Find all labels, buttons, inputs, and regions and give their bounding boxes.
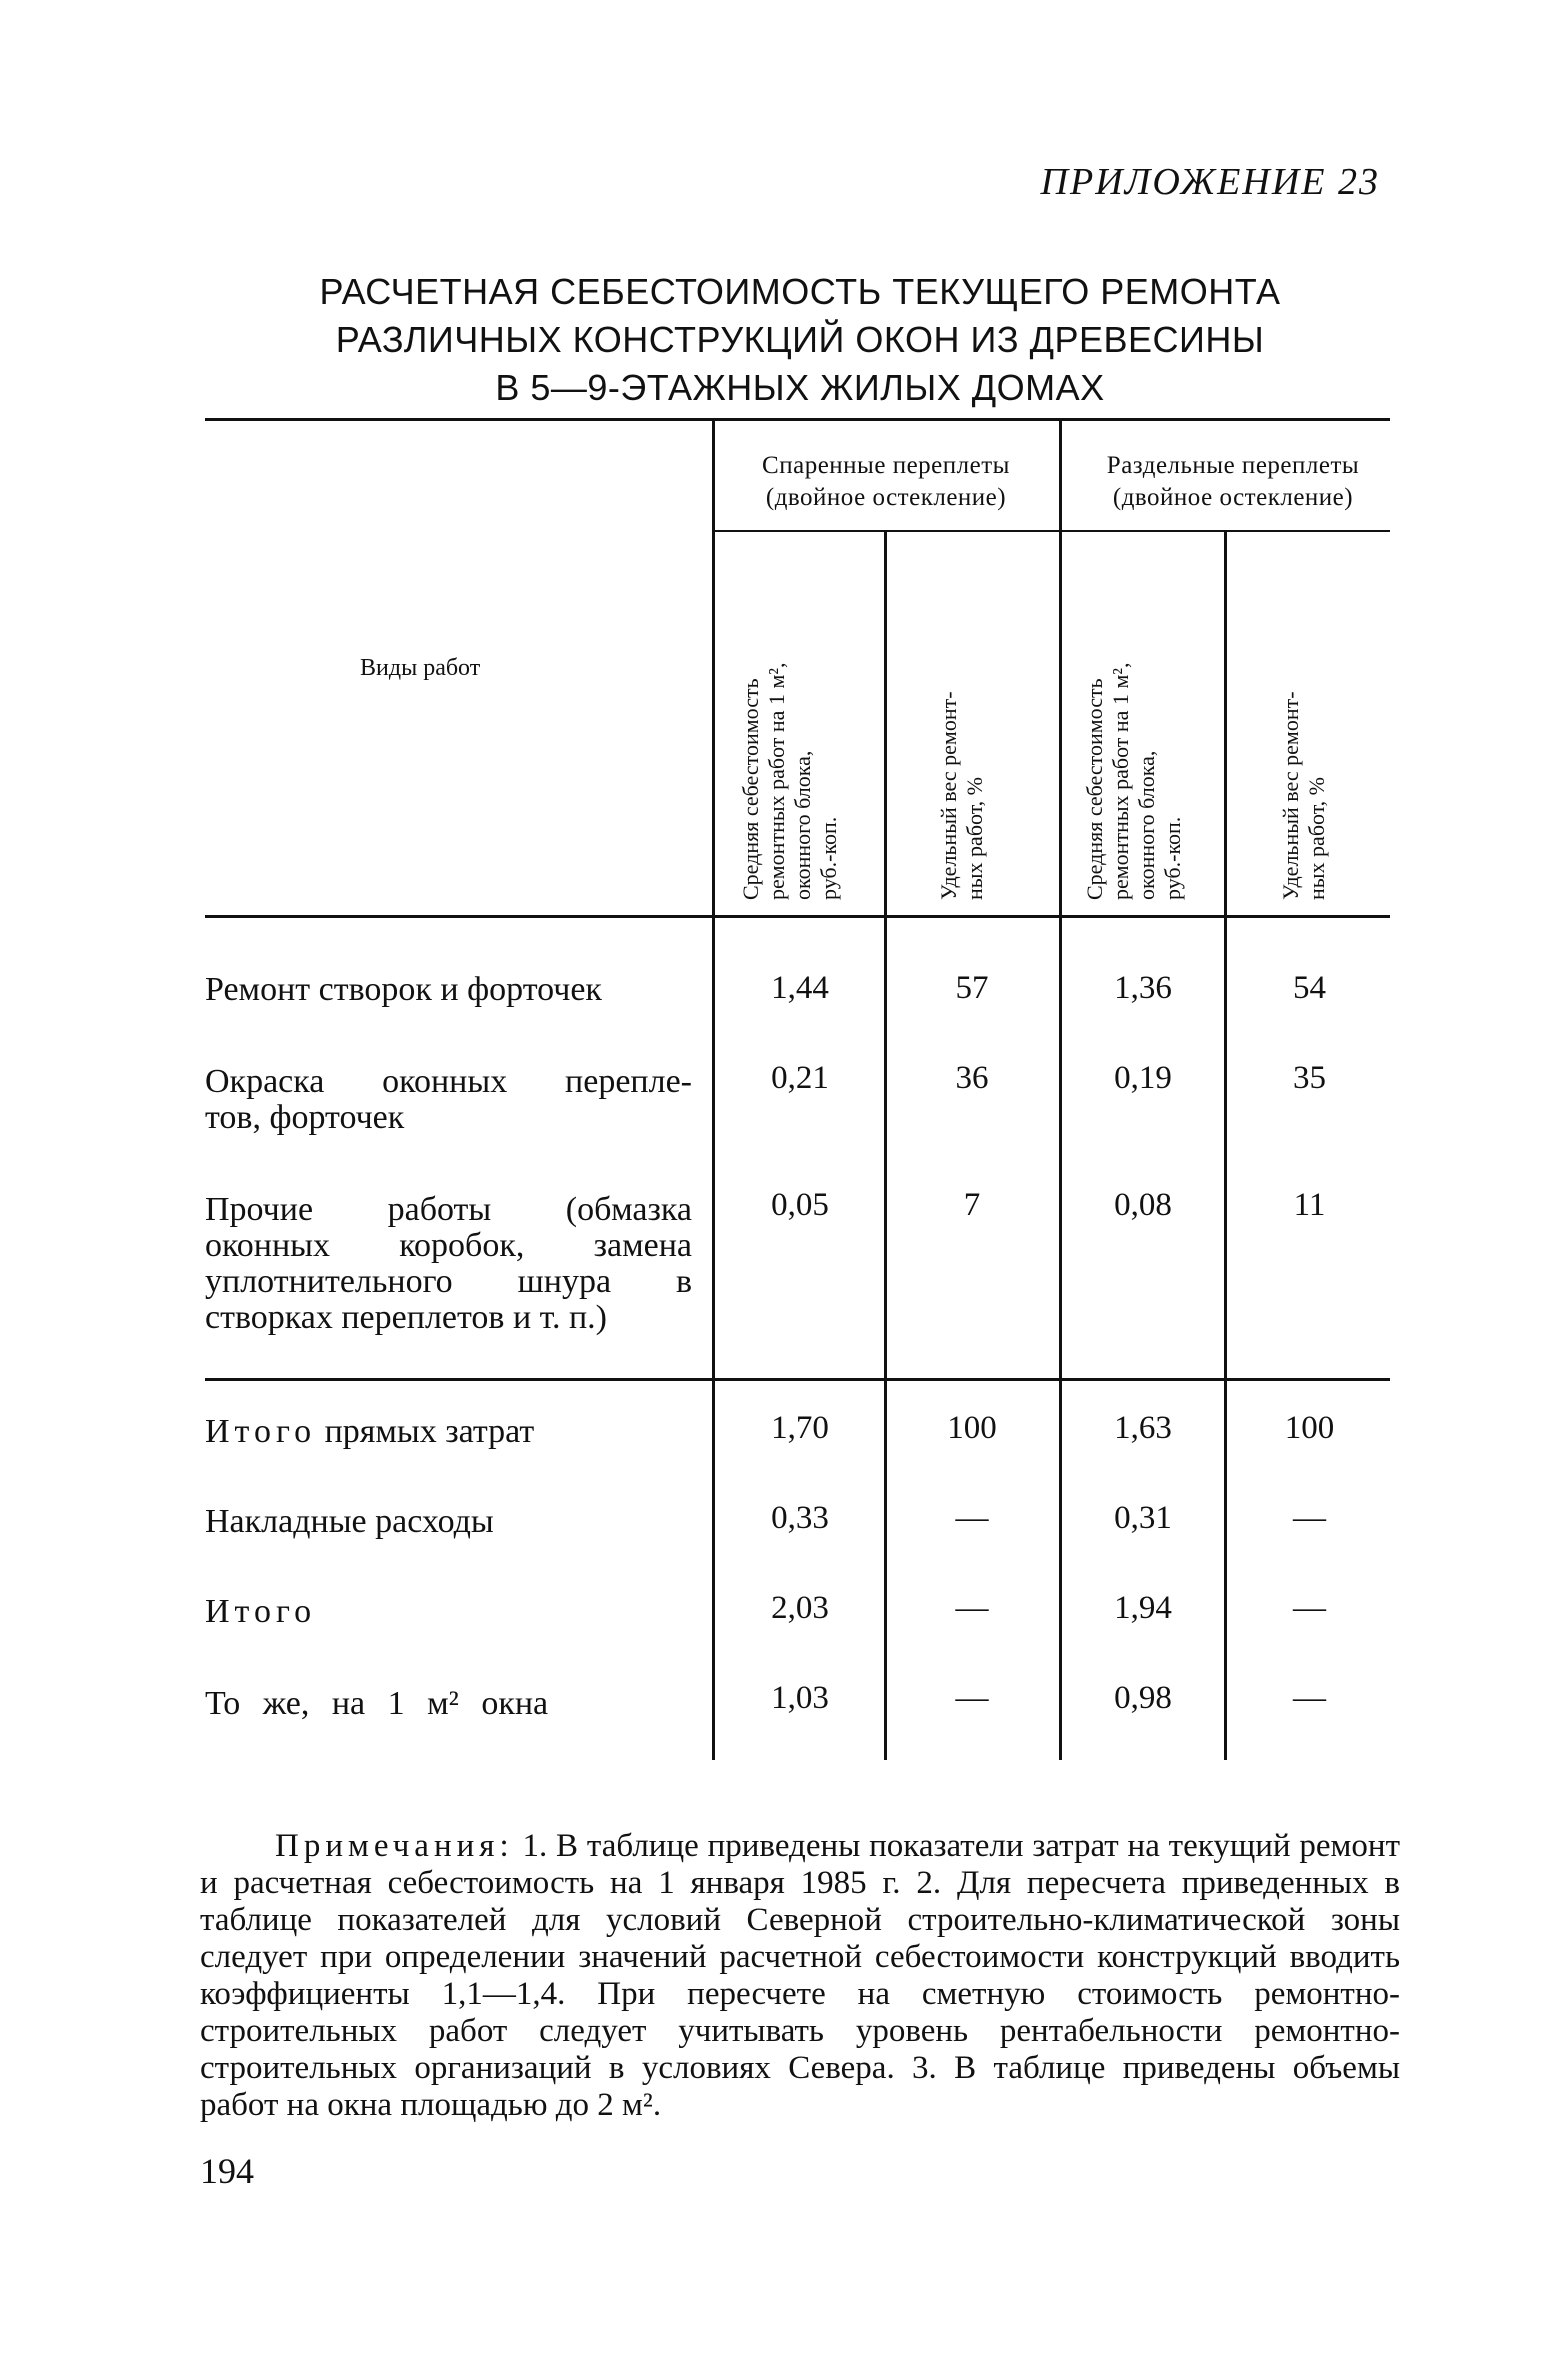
group-header-line: Спаренные переплеты [762,452,1010,479]
table-cell: — [1293,1590,1326,1626]
spaced-word: Итого [205,1593,317,1630]
row-label-line: уплотнительного шнура в [205,1263,692,1300]
appendix-label: ПРИЛОЖЕНИЕ 23 [1040,161,1380,203]
table-cell: 1,03 [771,1680,829,1716]
row-label-line: Ремонт створок и форточек [205,971,602,1008]
table-cell: 0,21 [771,1060,829,1096]
row-label [205,1192,692,1336]
group-header-rule [712,530,1390,532]
table-cell: — [955,1590,989,1626]
notes-paragraph [200,1828,1400,2124]
table-cell: 57 [955,970,989,1006]
avg-cost-header [1082,663,1186,900]
table-cell: 11 [1293,1187,1326,1223]
table-cell: 1,36 [1114,970,1172,1006]
total-label [205,1594,316,1630]
group-header-line: (двойное остекление) [765,484,1007,511]
spaced-word: Итого [205,1413,317,1450]
row-label [205,1064,692,1136]
group-header-line: (двойное остекление) [1112,484,1354,511]
page-title [200,268,1400,412]
column-rule [884,532,887,1760]
notes-text: 1. В таблице приведены показатели затрат на текущий ремонт и расчетная себестоимость на 1 января 1985 г. 2. Для пересчета приведенных в таблице показателей для условий Северной строительно-климатической зоны следует при определении значений расчетной себестоимости конструкций вводить коэффициенты 1,1—1,4. При пересчете на сметную стоимость ремонтно-строительных работ следует учитывать уровень рентабельности ремонтно-строительных организаций в условиях Севера. 3. В таблице приведены объемы работ на окна площадью до 2 м². [200,1828,1400,2123]
header-line: Удельный вес ремонт- [936,691,961,900]
table-cell: — [1293,1680,1326,1716]
total-label: Накладные расходы [205,1503,494,1540]
table-cell: 0,33 [771,1500,829,1536]
title-line: В 5—9-ЭТАЖНЫХ ЖИЛЫХ ДОМАХ [495,367,1105,408]
table-cell: 1,44 [771,970,829,1006]
table-top-rule [205,418,1390,421]
table-cell: 0,31 [1114,1500,1172,1536]
total-label: То же, на 1 м² окна [205,1685,549,1722]
header-line: ных работ, % [962,776,987,900]
row-label-line: Окраска оконных переплe- [205,1063,692,1100]
table-cell: — [955,1680,989,1716]
title-line: РАСЧЕТНАЯ СЕБЕСТОИМОСТЬ ТЕКУЩЕГО РЕМОНТА [319,271,1281,312]
avg-cost-header [738,663,842,900]
row-label-line: оконных коробок, замена [205,1227,692,1264]
header-bottom-rule [205,915,1390,918]
table-cell: 54 [1293,970,1326,1006]
table-cell: 0,08 [1114,1187,1172,1223]
group-header-separate [1063,450,1403,514]
header-line: руб.-коп. [816,816,841,900]
totals-rule [205,1378,1390,1381]
table-cell: — [955,1500,989,1536]
title-line: РАЗЛИЧНЫХ КОНСТРУКЦИЙ ОКОН ИЗ ДРЕВЕСИНЫ [335,319,1265,360]
column-rule [1224,532,1227,1760]
header-line: Средняя себестоимость [738,678,763,900]
total-label [205,1414,534,1450]
header-line: ремонтных работ на 1 м², [1108,662,1133,900]
page-number: 194 [200,2151,254,2191]
share-header [1278,691,1330,900]
header-line: руб.-коп. [1160,816,1185,900]
table-cell: — [1293,1500,1326,1536]
header-line: Средняя себестоимость [1082,678,1107,900]
notes-label: Примечания: [275,1828,514,1864]
table-cell: 1,63 [1114,1410,1172,1446]
table-cell: 7 [963,1187,981,1223]
header-line: Удельный вес ремонт- [1278,691,1303,900]
table-cell: 100 [1284,1410,1335,1446]
table-cell: 0,98 [1114,1680,1172,1716]
label-rest: прямых затрат [316,1413,535,1450]
table-cell: 0,19 [1114,1060,1172,1096]
row-label-line: Прочие работы (обмазка [205,1191,692,1228]
share-header [936,691,988,900]
header-line: оконного блока, [1134,750,1159,900]
group-header-line: Раздельные переплеты [1106,452,1360,479]
header-line: ремонтных работ на 1 м², [764,662,789,900]
group-header-paired [716,450,1056,514]
work-type-header: Виды работ [360,655,481,681]
row-label-line: створках переплетов и т. п.) [205,1299,607,1336]
row-label [205,972,692,1008]
table-cell: 35 [1293,1060,1326,1096]
table-cell: 36 [955,1060,989,1096]
table-cell: 100 [947,1410,997,1446]
table-cell: 2,03 [771,1590,829,1626]
header-line: ных работ, % [1304,776,1329,900]
row-label-line: тов, форточек [205,1099,405,1136]
header-line: оконного блока, [790,750,815,900]
table-cell: 1,94 [1114,1590,1172,1626]
table-cell: 1,70 [771,1410,829,1446]
table-cell: 0,05 [771,1187,829,1223]
